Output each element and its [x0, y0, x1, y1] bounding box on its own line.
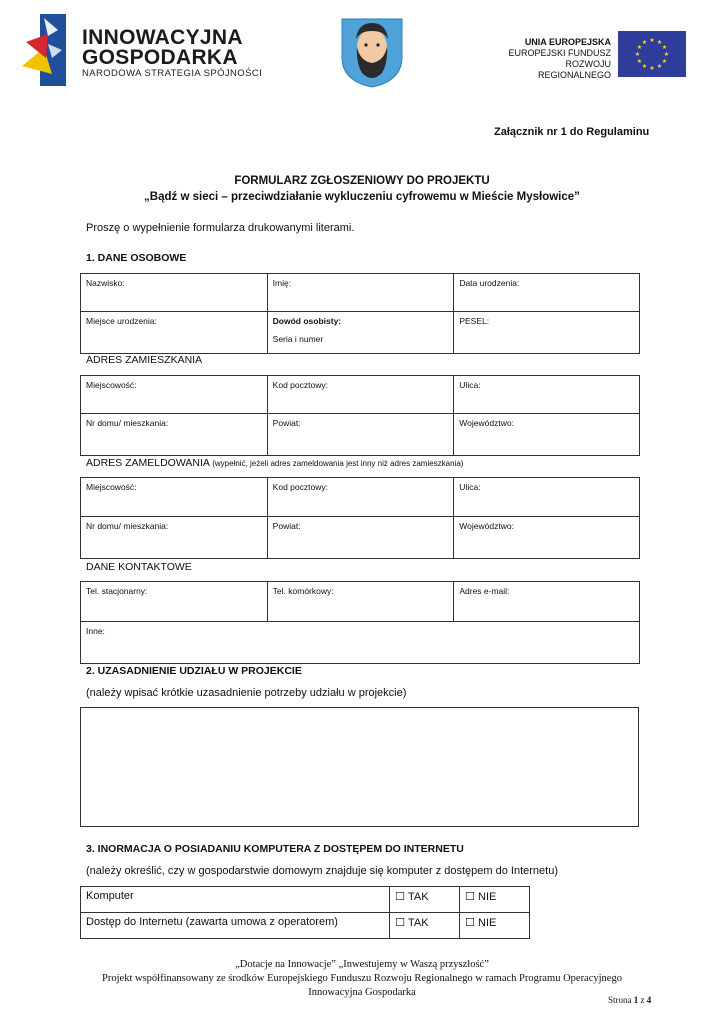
registration-table	[80, 477, 640, 559]
footer	[0, 958, 724, 1000]
svg-text:★: ★	[656, 63, 663, 70]
pesel-field[interactable]	[454, 312, 640, 354]
birth-date-field[interactable]	[454, 274, 640, 312]
residence-street-field[interactable]	[454, 376, 640, 414]
birth-place-field[interactable]	[81, 312, 268, 354]
svg-text:★: ★	[649, 37, 655, 44]
birth-place-label: Miejsce urodzenia:	[86, 316, 157, 326]
justification-textarea[interactable]	[80, 707, 639, 827]
contact-table	[80, 581, 640, 664]
registration-county-field[interactable]	[267, 517, 454, 559]
surname-field[interactable]	[81, 274, 268, 312]
id-card-label: Dowód osobisty:	[272, 316, 342, 326]
contact-heading: DANE KONTAKTOWE	[86, 561, 192, 573]
first-name-label: Imię:	[272, 278, 292, 288]
myslowice-crest-icon	[340, 17, 404, 89]
attachment-label: Załącznik nr 1 do Regulaminu	[494, 126, 650, 138]
registration-heading-text: ADRES ZAMELDOWANIA	[86, 457, 210, 469]
svg-text:★: ★	[661, 44, 668, 51]
id-series-label: Seria i numer	[272, 334, 324, 344]
page-total: 4	[646, 995, 652, 1005]
svg-text:★: ★	[656, 39, 663, 46]
residence-table	[80, 375, 640, 456]
internet-yes-checkbox[interactable]: ☐ TAK	[390, 913, 460, 939]
residence-house-label: Nr domu/ mieszkania:	[86, 418, 169, 428]
ig-title-line1: INNOWACYJNA	[82, 26, 243, 49]
landline-label: Tel. stacjonarny:	[86, 586, 148, 596]
svg-text:★: ★	[661, 58, 668, 65]
landline-field[interactable]	[81, 582, 268, 622]
svg-text:★: ★	[641, 63, 648, 70]
internet-row-label: Dostęp do Internetu (zawarta umowa z operatorem)	[81, 913, 390, 939]
registration-note: (wypełnić, jeżeli adres zameldowania jest inny niż adres zamieszkania)	[212, 459, 464, 468]
registration-postcode-label: Kod pocztowy:	[272, 482, 328, 492]
residence-county-label: Powiat:	[272, 418, 301, 428]
svg-text:★: ★	[634, 51, 641, 58]
registration-street-label: Ulica:	[459, 482, 481, 492]
residence-county-field[interactable]	[267, 414, 454, 456]
ig-logo-title	[82, 28, 243, 68]
justification-heading: 2. UZASADNIENIE UDZIAŁU W PROJEKCIE	[86, 665, 302, 677]
first-name-field[interactable]	[267, 274, 454, 312]
pesel-label: PESEL:	[459, 316, 490, 326]
residence-heading: ADRES ZAMIESZKANIA	[86, 354, 203, 366]
project-title: „Bądź w sieci – przeciwdziałanie wykluczeniu cyfrowemu w Mieście Mysłowice”	[144, 191, 580, 203]
registration-postcode-field[interactable]	[267, 478, 454, 517]
computer-heading: 3. INORMACJA O POSIADANIU KOMPUTERA Z DOSTĘPEM DO INTERNETU	[86, 843, 464, 855]
computer-no-checkbox[interactable]: ☐ NIE	[460, 887, 530, 913]
residence-street-label: Ulica:	[459, 380, 481, 390]
registration-voivodeship-field[interactable]	[454, 517, 640, 559]
page-label: Strona	[608, 995, 632, 1005]
mobile-label: Tel. komórkowy:	[272, 586, 334, 596]
personal-data-table	[80, 273, 640, 354]
svg-text:★: ★	[641, 39, 648, 46]
id-card-field[interactable]	[267, 312, 454, 354]
surname-label: Nazwisko:	[86, 278, 125, 288]
form-title: FORMULARZ ZGŁOSZENIOWY DO PROJEKTU	[234, 175, 490, 187]
computer-row-label: Komputer	[81, 887, 390, 913]
footer-line3: Innowacyjna Gospodarka	[308, 987, 416, 998]
residence-town-label: Miejscowość:	[86, 380, 137, 390]
instruction-text: Proszę o wypełnienie formularza drukowanymi literami.	[86, 222, 355, 234]
computer-table	[80, 886, 530, 939]
ig-logo-subtitle: NARODOWA STRATEGIA SPÓJNOŚCI	[82, 68, 263, 79]
page-current: 1	[633, 995, 639, 1005]
mobile-field[interactable]	[267, 582, 454, 622]
registration-town-field[interactable]	[81, 478, 268, 517]
eu-line2: EUROPEJSKI FUNDUSZ	[508, 48, 611, 58]
registration-house-field[interactable]	[81, 517, 268, 559]
registration-county-label: Powiat:	[272, 521, 301, 531]
svg-text:★: ★	[636, 58, 643, 65]
internet-no-checkbox[interactable]: ☐ NIE	[460, 913, 530, 939]
ig-title-line2: GOSPODARKA	[82, 46, 238, 69]
birth-date-label: Data urodzenia:	[459, 278, 520, 288]
residence-voivodeship-label: Województwo:	[459, 418, 514, 428]
eu-line1: UNIA EUROPEJSKA	[524, 37, 611, 47]
other-contact-label: Inne:	[86, 626, 105, 636]
eu-line3: ROZWOJU REGIONALNEGO	[537, 59, 611, 80]
svg-text:★: ★	[663, 51, 670, 58]
computer-note: (należy określić, czy w gospodarstwie domowym znajduje się komputer z dostępem do Internetu)	[86, 865, 558, 877]
residence-house-field[interactable]	[81, 414, 268, 456]
other-contact-field[interactable]	[81, 622, 640, 664]
registration-heading	[86, 457, 463, 469]
computer-yes-checkbox[interactable]: ☐ TAK	[390, 887, 460, 913]
registration-street-field[interactable]	[454, 478, 640, 517]
residence-postcode-label: Kod pocztowy:	[272, 380, 328, 390]
residence-postcode-field[interactable]	[267, 376, 454, 414]
registration-house-label: Nr domu/ mieszkania:	[86, 521, 169, 531]
footer-line1: „Dotacje na Innowacje” „Inwestujemy w Waszą przyszłość”	[235, 959, 489, 970]
residence-voivodeship-field[interactable]	[454, 414, 640, 456]
residence-town-field[interactable]	[81, 376, 268, 414]
page-of: z	[640, 995, 645, 1005]
eu-flag-icon	[618, 31, 686, 77]
registration-voivodeship-label: Województwo:	[459, 521, 514, 531]
justification-note: (należy wpisać krótkie uzasadnienie potrzeby udziału w projekcie)	[86, 687, 407, 699]
innowacyjna-gospodarka-logo-icon	[22, 14, 66, 86]
footer-line2: Projekt współfinansowany ze środków Europejskiego Funduszu Rozwoju Regionalnego w ramach Programu Operacyjnego	[102, 973, 622, 984]
personal-data-heading: 1. DANE OSOBOWE	[86, 252, 187, 264]
eu-label	[498, 37, 611, 81]
registration-town-label: Miejscowość:	[86, 482, 137, 492]
email-field[interactable]	[454, 582, 640, 622]
svg-text:★: ★	[649, 65, 655, 72]
email-label: Adres e-mail:	[459, 586, 510, 596]
page-number	[608, 995, 651, 1005]
svg-text:★: ★	[636, 44, 643, 51]
